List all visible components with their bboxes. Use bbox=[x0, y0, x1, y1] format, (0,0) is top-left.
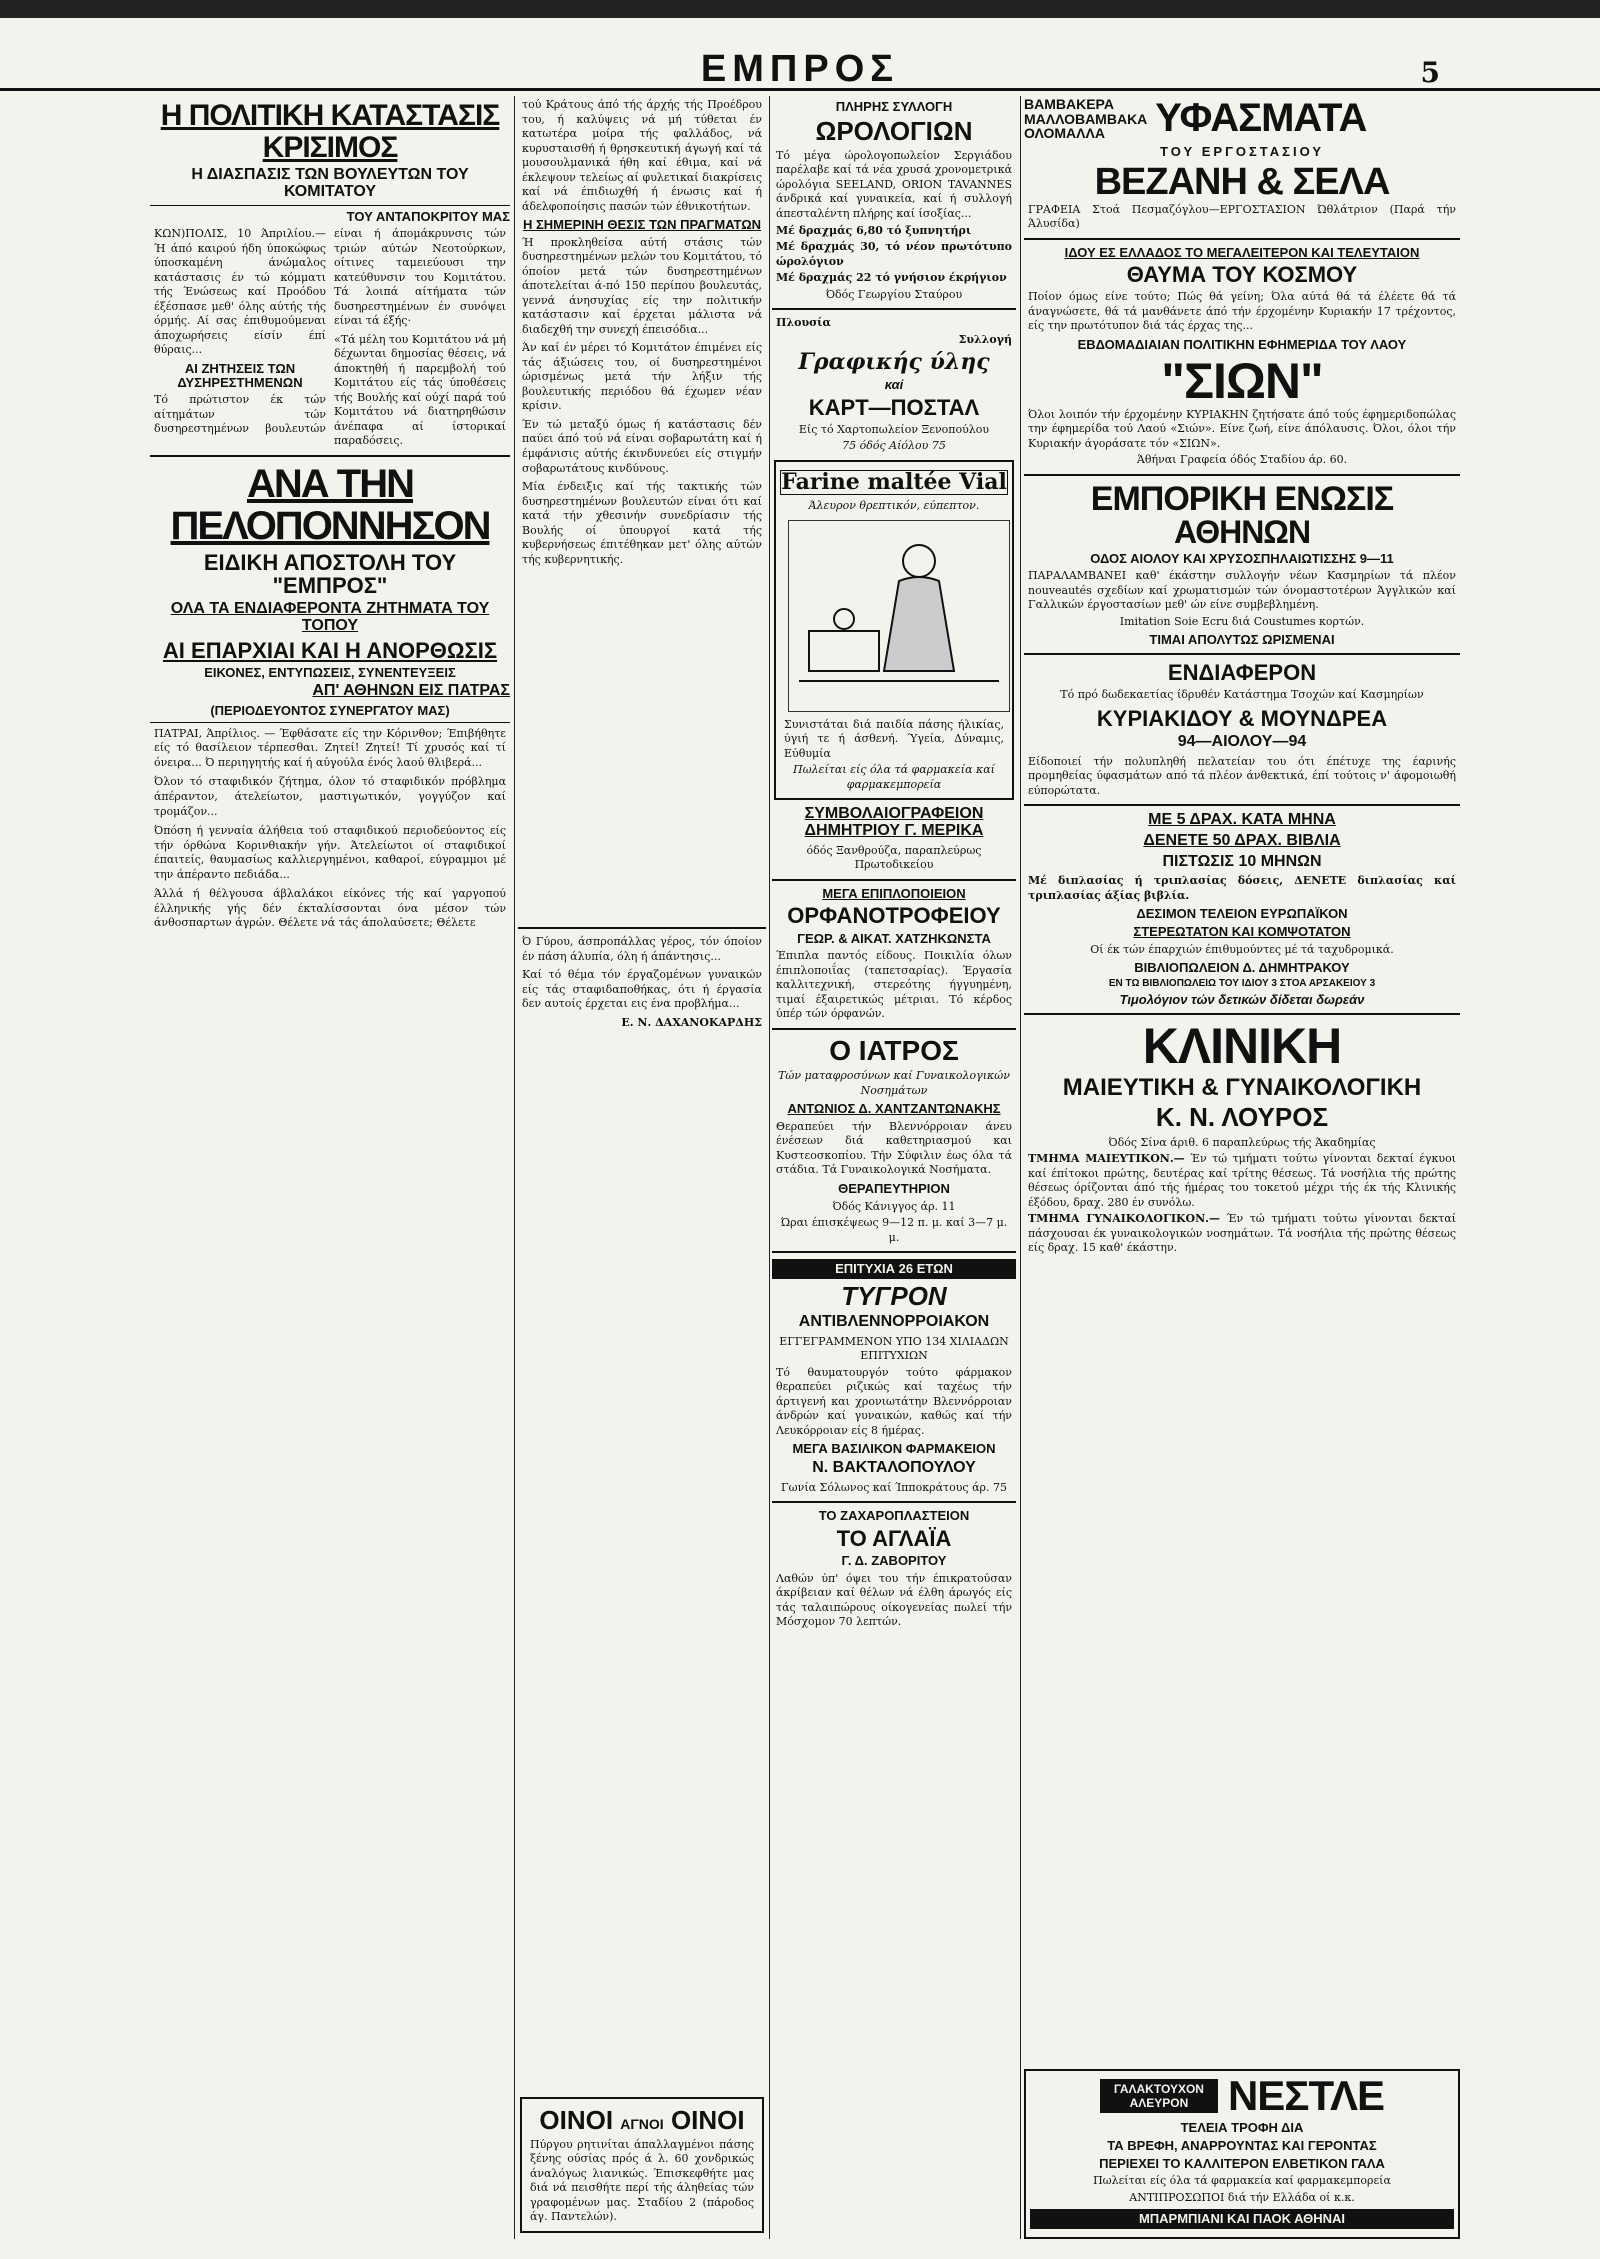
paragraph: Άν καί έν μέρει τό Κομιτάτον έπιμένει είς τάς άξιώσεις του, οί δυσηρεστημένοι ώρισμένως μετά τήν λήξιν τής βουλευτικής περιόδου θά έχωμεν νέαν κρίσιν. bbox=[522, 341, 762, 413]
column-ads-1 bbox=[772, 96, 1016, 2239]
ad-doctor-title: Ο ΙΑΤΡΟΣ bbox=[829, 1034, 959, 1066]
subhead-current-state: Η ΣΗΜΕΡΙΝΗ ΘΕΣΙΣ ΤΩΝ ΠΡΑΓΜΑΤΩΝ bbox=[522, 217, 762, 233]
divider bbox=[150, 722, 510, 723]
ad-pharmacy-address: Γωνία Σόλωνος καί Ίπποκράτους άρ. 75 bbox=[781, 1480, 1007, 1494]
subhead-issues: ΟΛΑ ΤΑ ΕΝΔΙΑΦΕΡΟΝΤΑ ΖΗΤΗΜΑΤΑ ΤΟΥ ΤΟΠΟΥ bbox=[170, 600, 490, 634]
ad-nestle-line2: ΠΕΡΙΕΧΕΙ ΤΟ ΚΑΛΛΙΤΕΡΟΝ ΕΛΒΕΤΙΚΟΝ ΓΑΛΑ bbox=[1099, 2155, 1385, 2171]
ad-commercial-union-prices: ΤΙΜΑΙ ΑΠΟΛΥΤΩΣ ΩΡΙΣΜΕΝΑΙ bbox=[1149, 632, 1335, 648]
paragraph: Όπόση ή γενναία άλήθεια τού σταφιδικού περιοδεύοντος είς τήν όρθώνα Κορινθιακήν γήν. Άτελείωτοι οί σταφιδικοί έπαιτείς, θαυμασίως καλλιεργημένοι, καθαροί, εύγραμμοι μέ την άπέραντο πεδιάδα... bbox=[154, 824, 506, 881]
ad-books-credit: ΠΙΣΤΩΣΙΣ 10 ΜΗΝΩΝ bbox=[1162, 852, 1322, 870]
column-politics-cont bbox=[518, 96, 766, 2239]
ad-pharmacy-name: Ν. ΒΑΚΤΑΛΟΠΟΥΛΟΥ bbox=[812, 1459, 976, 1477]
ad-nestle-line: ΤΑ ΒΡΕΦΗ, ΑΝΑΡΡΟΥΝΤΑΣ ΚΑΙ ΓΕΡΟΝΤΑΣ bbox=[1107, 2138, 1377, 2154]
subhead-demands: ΑΙ ΖΗΤΗΣΕΙΣ ΤΩΝ ΔΥΣΗΡΕΣΤΗΜΕΝΩΝ bbox=[177, 360, 303, 390]
ad-nestle bbox=[1024, 2069, 1460, 2239]
ad-books-sub: ΔΕΝΕΤΕ 50 ΔΡΑΧ. ΒΙΒΛΙΑ bbox=[1143, 831, 1341, 849]
ad-doctor-text: Θεραπεύει τήν Βλεννόρροιαν άνευ ένέσεων διά καθετηριασμού και Κυστεοσκοπίου. Τήν Σύφιλιν έως όλα τά στάδια. Τά Γυναικολογικά Νοσήματα. bbox=[776, 1119, 1012, 1177]
divider bbox=[150, 455, 510, 457]
ad-clinic-dept bbox=[1028, 1212, 1456, 1256]
ad-fabrics-address: ΓΡΑΦΕΙΑ Στοά Πεσμαζόγλου—ΕΡΓΟΣΤΑΣΙΟΝ Ώθλάτριον (Παρά τήν Άλυσίδα) bbox=[1028, 202, 1456, 231]
ad-fabrics-line: ΜΑΛΛΟΒΑΜΒΑΚΑ bbox=[1024, 110, 1148, 127]
article-body-patras bbox=[154, 727, 506, 931]
byline-traveling: (ΠΕΡΙΟΔΕΥΟΝΤΟΣ ΣΥΝΕΡΓΑΤΟΥ ΜΑΣ) bbox=[210, 703, 450, 719]
ad-fabrics-header bbox=[1024, 96, 1460, 141]
signature: Ε. Ν. ΔΑΧΑΝΟΚΑΡΔΗΣ bbox=[621, 1015, 762, 1029]
ad-books-text: Μέ διπλασίας ή τριπλασίας δόσεις, ΔΕΝΕΤΕ διπλασίας καί τριπλασίας άξίας βιβλία. bbox=[1028, 874, 1456, 902]
subhead-images: ΕΙΚΟΝΕΣ, ΕΝΤΥΠΩΣΕΙΣ, ΣΥΝΕΝΤΕΥΞΕΙΣ bbox=[204, 664, 456, 680]
ad-wonder-title: ΘΑΥΜΑ ΤΟΥ ΚΟΣΜΟΥ bbox=[1126, 262, 1358, 288]
ad-fabrics-brand: ΒΕΖΑΝΗ & ΣΕΛΑ bbox=[1094, 160, 1390, 203]
ad-confectionery-sub: Γ. Δ. ΖΑΒΟΡΙΤΟΥ bbox=[841, 1553, 947, 1569]
ad-stationery-place: Πλουσία bbox=[776, 316, 831, 330]
ad-title-word: ΟΙΝΟΙ bbox=[670, 2104, 745, 2135]
ad-farine-title: Farine maltée Vial bbox=[781, 468, 1007, 495]
ad-books-title: ΜΕ 5 ΔΡΑΧ. ΚΑΤΑ ΜΗΝΑ bbox=[1148, 811, 1336, 829]
ad-clinic-name: Κ. Ν. ΛΟΥΡΟΣ bbox=[1155, 1102, 1329, 1133]
ad-text: Πύργου ρητινίται άπαλλαγμένοι πάσης ξένης ούσίας πρός ά λ. 60 χονδρικώς άναλόγως λιανικώς. Έπισκεφθήτε μας διά νά πεισθήτε περί τής άληθείας τών γραφομένων μας. Σταδίου 2 (πάροδος άγ. Παντελών). bbox=[530, 2137, 754, 2224]
ad-clinic-title: ΚΛΙΝΙΚΗ bbox=[1142, 1018, 1342, 1075]
ad-clinic-sub: ΜΑΙΕΥΤΙΚΗ & ΓΥΝΑΙΚΟΛΟΓΙΚΗ bbox=[1062, 1074, 1422, 1102]
ad-books-line: ΔΕΣΙΜΟΝ ΤΕΛΕΙΟΝ ΕΥΡΩΠΑΪΚΟΝ bbox=[1136, 906, 1348, 922]
ad-wines bbox=[520, 2097, 764, 2233]
divider bbox=[772, 1251, 1016, 1253]
ad-confectionery-title: ΤΟ ΑΓΛΑΪΑ bbox=[836, 1526, 952, 1551]
divider bbox=[772, 1028, 1016, 1030]
headline-peloponnese: ΑΝΑ ΤΗΝ ΠΕΛΟΠΟΝΝΗΣΟΝ bbox=[170, 461, 490, 548]
ad-wonder-weekly: ΕΒΔΟΜΑΔΙΑΙΑΝ ΠΟΛΙΤΙΚΗΝ ΕΦΗΜΕΡΙΔΑ ΤΟΥ ΛΑΟΥ bbox=[1077, 336, 1407, 352]
headline-political-crisis: Η ΠΟΛΙΤΙΚΗ ΚΑΤΑΣΤΑΣΙΣ ΚΡΙΣΙΜΟΣ bbox=[160, 99, 500, 164]
article-body bbox=[154, 227, 506, 449]
paragraph: Μία ένδειξις καί τής τακτικής τών δυσηρεστημένων βουλευτών είναι ότι καί κατά τήν χθεσινήν συνεδρίασιν τής Βουλής οί ύπουργοί κατά τής κυβερνήσεως έπιτέθηκαν μετ' όλης αύτών τής κυβερνητικής. bbox=[522, 480, 762, 566]
ad-clocks-top: ΠΛΗΡΗΣ ΣΥΛΛΟΓΗ bbox=[835, 99, 953, 114]
ad-title-mid: ΑΓΝΟΙ bbox=[620, 2115, 664, 2132]
ad-fabrics-line: ΒΑΜΒΑΚΕΡΑ bbox=[1024, 96, 1114, 112]
ad-farine-sub: Άλευρον θρεπτικόν, εύπεπτον. bbox=[808, 499, 980, 513]
ad-clinic-dept-text: Έν τώ τμήματι τούτω γίνονται δεκταί έγκυοι καί έπίτοκοι πρώτης, δευτέρας καί τρίτης θέσεως. Τά νοσήλια τής πρώτης θέσεως όρίζονται άπό τής ήμέρας του τοκετού μέχρι τής έκ τής Κλινικής έξόδου, δραχ. 280 έν συνόλω. bbox=[1028, 1152, 1456, 1209]
ad-wonder-name: "ΣΙΩΝ" bbox=[1161, 352, 1323, 409]
ad-clinic-dept-label: ΤΜΗΜΑ ΜΑΙΕΥΤΙΚΟΝ.— bbox=[1028, 1152, 1185, 1166]
ad-stationery-text: Είς τό Χαρτοπωλείον Ξενοπούλου bbox=[798, 422, 990, 436]
ad-notary-text: όδός Ξανθρούζα, παραπλεύρως Πρωτοδικείου bbox=[806, 843, 982, 872]
divider bbox=[518, 927, 766, 929]
ad-nestle-agent2: ΜΠΑΡΜΠΙΑΝΙ ΚΑΙ ΠΑΟΚ ΑΘΗΝΑΙ bbox=[1030, 2209, 1454, 2229]
divider bbox=[772, 879, 1016, 881]
ad-books-catalog: Τιμολόγιον τών δετικών δίδεται δωρεάν bbox=[1119, 992, 1365, 1008]
divider bbox=[772, 308, 1016, 310]
ad-books-line3: Οί έκ τών έπαρχιών έπιθυμούντες μέ τά ταχυδρομικά. bbox=[1090, 942, 1394, 956]
ad-commercial-union-city: ΑΘΗΝΩΝ bbox=[1173, 513, 1311, 550]
ad-clocks-price: Μέ δραχμάς 22 τό γνήσιον έκρήγιον bbox=[776, 271, 1007, 285]
ad-confectionery-top: ΤΟ ΖΑΧΑΡΟΠΛΑΣΤΕΙΟΝ bbox=[818, 1508, 970, 1524]
divider bbox=[1024, 804, 1460, 806]
divider bbox=[1024, 653, 1460, 655]
ad-tygron-sub: ΑΝΤΙΒΛΕΝΝΟΡΡΟΙΑΚΟΝ bbox=[798, 1313, 990, 1330]
paragraph: Τό πρώτιστον έκ τών αίτημάτων τών δυσηρεστημένων βουλευτών είναι ή άπομάκρυνσις τών τριών αύτών Νεοτούρκων, οίτινες ταμειεύουσι την κατεύθυνσιν του Κομιτάτου. Τά λοιπά αίτήματα τών δυσηρεστημένων έν συνόψει είναι τά έξής· bbox=[154, 227, 506, 436]
divider bbox=[1024, 474, 1460, 476]
ad-books-address: ΕΝ ΤΩ ΒΙΒΛΙΟΠΩΛΕΙΩ ΤΟΥ ΙΔΙΟΥ 3 ΣΤΟΑ ΑΡΣΑΚΕΙΟΥ 3 bbox=[1108, 977, 1376, 989]
column-rule bbox=[769, 96, 770, 2239]
masthead-title: ΕΜΠΡΟΣ bbox=[700, 48, 900, 90]
ad-pharmacy-top: ΜΕΓΑ ΒΑΣΙΛΙΚΟΝ ΦΑΡΜΑΚΕΙΟΝ bbox=[792, 1441, 996, 1457]
column-ads-3 bbox=[1024, 96, 1460, 2239]
ad-tygron-title: ΤΥΓΡΟΝ bbox=[841, 1280, 947, 1311]
ad-nestle-top: ΓΑΛΑΚΤΟΥΧΟΝ ΑΛΕΥΡΟΝ bbox=[1100, 2079, 1218, 2113]
ad-wonder-top: ΙΔΟΥ ΕΣ ΕΛΛΑΔΟΣ ΤΟ ΜΕΓΑΛΕΙΤΕΡΟΝ ΚΑΙ ΤΕΛΕΥΤΑΙΟΝ bbox=[1064, 244, 1420, 260]
ad-nestle-brand: ΝΕΣΤΛΕ bbox=[1227, 2072, 1385, 2120]
ad-tygron-note: ΕΓΓΕΓΡΑΜΜΕΝΟΝ ΥΠΟ 134 ΧΙΛΙΑΔΩΝ ΕΠΙΤΥΧΙΩΝ bbox=[779, 1334, 1009, 1363]
ad-stationery-title2: ΚΑΡΤ—ΠΟΣΤΑΛ bbox=[808, 394, 980, 420]
ad-fabrics-line: ΟΛΟΜΑΛΛΑ bbox=[1024, 125, 1105, 142]
masthead bbox=[0, 0, 1600, 91]
ad-doctor-hours: Ώραι έπισκέψεως 9—12 π. μ. καί 3—7 μ. μ. bbox=[780, 1216, 1008, 1244]
ad-books-line2: ΣΤΕΡΕΩΤΑΤΟΝ ΚΑΙ ΚΟΜΨΟΤΑΤΟΝ bbox=[1133, 924, 1351, 940]
ad-farine-text: Συνιστάται διά παιδία πάσης ήλικίας, ύγιή τε ή άσθενή. Ύγεία, Δύναμις, Εύθυμία bbox=[784, 717, 1004, 760]
ad-nestle-header bbox=[1030, 2072, 1454, 2120]
ad-interest-text: Τό πρό δωδεκαετίας ίδρυθέν Κατάστημα Τσοχών καί Κασμηρίων bbox=[1060, 688, 1424, 702]
ad-stationery-and: καί bbox=[884, 377, 904, 393]
paragraph: «Τά μέλη του Κομιτάτου νά μή δέχωνται δημοσίας θέσεις, νά άποκτηθή ή παρεμβολή τού Κομιτάτου είς τάς ύποθέσεις τής Βουλής καί ούχί παρά τού Κομιτάτου νά διατηρηθώσιν άνέπαφα αί ίστορικαί παραδόσεις. bbox=[334, 332, 506, 448]
paragraph: ΚΩΝ)ΠΟΛΙΣ, 10 Άπριλίου.— Ή άπό καιρού ήδη ύποκώφως ύποσκαμένη άνώμαλος κατάστασις έν τώ κόμματι τής Ένώσεως καί Προόδου έξέσπασε μεθ' όλης αύτής τής όρμής. Αί σας έπιθυμούμεναι άποχωρήσεις είσίν έπί θύραις... bbox=[154, 227, 326, 357]
top-rule bbox=[0, 0, 1600, 18]
ad-interest-text2: Είδοποιεί τήν πολυπληθή πελατείαν του ότι έπέτυχε της έαρινής προμηθείας ύφασμάτων από τά πλέον άνθεκτικά, έπί τούτοις ν' άφομοιωθή εύπορώτατα. bbox=[1028, 754, 1456, 797]
ad-clocks-address: Όδός Γεωργίου Σταύρου bbox=[825, 287, 963, 301]
ad-clocks-price: Μέ δραχμάς 6,80 τό ξυπνητήρι bbox=[776, 223, 972, 237]
column-politics bbox=[150, 96, 510, 2239]
subhead-mission: ΕΙΔΙΚΗ ΑΠΟΣΤΟΛΗ ΤΟΥ "ΕΜΠΡΟΣ" bbox=[203, 549, 457, 599]
divider bbox=[1024, 1013, 1460, 1015]
ad-tygron-top: ΕΠΙΤΥΧΙΑ 26 ΕΤΩΝ bbox=[772, 1259, 1016, 1279]
ad-commercial-union-title: ΕΜΠΟΡΙΚΗ ΕΝΩΣΙΣ bbox=[1090, 479, 1394, 518]
ad-confectionery-text: Λαθών ύπ' όψει του τήν έπικρατούσαν άκρίβειαν καί θέλων νά έλθη άρωγός είς τάς ταλαιπώρους οίκογενείας πωλεί τήν Μόσχομον 70 λεπτών. bbox=[776, 1571, 1012, 1629]
ad-furniture-top: ΜΕΓΑ ΕΠΙΠΛΟΠΟΙΕΙΟΝ bbox=[822, 885, 966, 901]
subhead-provinces: ΑΙ ΕΠΑΡΧΙΑΙ ΚΑΙ Η ΑΝΟΡΘΩΣΙΣ bbox=[162, 637, 498, 663]
paragraph: Άλλά ή θέλγουσα άβλαλάκοι είκόνες τής καί γαργοπού έλληνικής γής δέν έκταλίσσονται όνα μέσον τών άνθοσπαρτων άγρών. Θέλετε νά τάς άπολαύσετε; Θέλετε bbox=[154, 887, 506, 930]
ad-clocks-price: Μέ δραχμάς 30, τό νέον πρωτότυπο ώρολόγιον bbox=[776, 240, 1012, 268]
ad-nestle-line3: Πωλείται είς όλα τά φαρμακεία καί φαρμακεμπορεία bbox=[1093, 2174, 1391, 2188]
page-number: 5 bbox=[1420, 56, 1440, 89]
column-rule bbox=[1020, 96, 1021, 2239]
ad-commercial-union-text2: Imitation Soie Ecru διά Coustumes κορτών. bbox=[1119, 614, 1365, 628]
subhead-split: Η ΔΙΑΣΠΑΣΙΣ ΤΩΝ ΒΟΥΛΕΥΤΩΝ ΤΟΥ ΚΟΜΙΤΑΤΟΥ bbox=[191, 166, 469, 200]
paragraph: Ή προκληθείσα αύτή στάσις τών δυσηρεστημένων μελών του Κομιτάτου, τό όποίον μετά τών δυσηρεστημένων άποτελείται ά-πό 150 περίπου βουλευτάς, γεννά άνησυχίας είς την πολιτικήν κατάστασιν καί έρχεται μάλιστα νά διαδεχθή την συνεχή έπεισόδια... bbox=[522, 235, 762, 336]
ad-commercial-union-text: ΠΑΡΑΛΑΜΒΑΝΕΙ καθ' έκάστην συλλογήν νέων Κασμηρίων τά πλέον nouveautés σχεδίων καί χρωματισμών τών όνομαστοτέρων Άγγλικών καί Γαλλικών έργοστασίων μεθ' ών είνε συμβεβλημένη. bbox=[1028, 569, 1456, 612]
paragraph: Καί τό θέμα τόν έργαζομένων γυναικών είς τάς σταφιδαποθήκας, ότι ή έργασία δεν αυτοίς έρχεται εις ένα προβλήμα... bbox=[522, 968, 762, 1011]
ad-clocks-title: ΩΡΟΛΟΓΙΩΝ bbox=[815, 115, 973, 146]
ad-interest-name: ΚΥΡΙΑΚΙΔΟΥ & ΜΟΥΝΔΡΕΑ bbox=[1096, 705, 1388, 731]
column-rule bbox=[514, 96, 515, 2239]
ad-fabrics-sub: ΤΟΥ ΕΡΓΟΣΤΑΣΙΟΥ bbox=[1159, 144, 1324, 159]
ad-furniture-sub: ΓΕΩΡ. & ΑΙΚΑΤ. ΧΑΤΖΗΚΩΝΣΤΑ bbox=[797, 930, 991, 946]
ad-nestle-agent: ΑΝΤΙΠΡΟΣΩΠΟΙ διά τήν Ελλάδα οί κ.κ. bbox=[1129, 2190, 1355, 2204]
ad-books-shop: ΒΙΒΛΙΟΠΩΛΕΙΟΝ Δ. ΔΗΜΗΤΡΑΚΟΥ bbox=[1134, 960, 1350, 976]
paragraph: Έν τώ μεταξύ όμως ή κατάστασις δέν παύει άπό τού νά είναι σοβαρωτάτη καί ή έμφάνισις αύτής έκινδυνεύει είς στιγμήν σοβαρωτάτους κινδύνους. bbox=[522, 417, 762, 475]
paragraph: ΠΑΤΡΑΙ, Άπρίλιος. — Έφθάσατε είς την Κόρινθον; Έπιβήθητε είς τό θασίλειον τέρπεσθαι. Ζητεί! Ζητεί! Τί χρυσός καί τί όνειρα... Ό περιηγητής καί ή αύγούλα ένός λαού θλιβερά... bbox=[154, 726, 506, 769]
ad-notary-title: ΣΥΜΒΟΛΑΙΟΓΡΑΦΕΙΟΝ ΔΗΜΗΤΡΙΟΥ Γ. ΜΕΡΙΚΑ bbox=[804, 805, 984, 839]
ad-clinic-address: Όδός Σίνα άριθ. 6 παραπλεύρως τής Άκαδημίας bbox=[1108, 1135, 1376, 1149]
ad-wonder-text: Ποίον όμως είνε τούτο; Πώς θά γείνη; Όλα αύτά θά τά έλέετε θά τά άναγνώσετε, θά τά μανθάνετε άπό τήν έρχομένην Κυριακήν 17 τρέχοντος, είς την πρωτότυπον διά τάς έρχας της... bbox=[1028, 290, 1456, 333]
ad-stationery-address: 75 όδός Αίόλου 75 bbox=[842, 439, 946, 453]
byline: ΤΟΥ ΑΝΤΑΠΟΚΡΙΤΟΥ ΜΑΣ bbox=[346, 208, 510, 224]
article-body bbox=[522, 236, 762, 567]
ad-clinic-dept-label: ΤΜΗΜΑ ΓΥΝΑΙΚΟΛΟΓΙΚΟΝ.— bbox=[1028, 1212, 1220, 1226]
ad-stationery-title: Γραφικής ύλης bbox=[798, 349, 990, 376]
ad-title bbox=[526, 2104, 758, 2135]
divider bbox=[1024, 238, 1460, 240]
ad-clinic-dept-text: Έν τώ τμήματι τούτω γίνονται δεκταί πάσχουσαι έκ γυναικολογικών νοσημάτων. Τά νοσήλια τής πρώτης θέσεως είς δραχ. 15 καθ' έκάστην. bbox=[1028, 1212, 1456, 1255]
paragraph: Ό Γύρου, άσπροπάλλας γέρος, τόν όποίον έν πάση άλυπία, όλη ή άπάντησις... bbox=[522, 935, 762, 963]
ad-fabrics-title: ΥΦΑΣΜΑΤΑ bbox=[1155, 96, 1367, 140]
ad-doctor-address: Όδός Κάνιγγος άρ. 11 bbox=[832, 1199, 956, 1213]
ad-fabrics-types bbox=[1024, 97, 1147, 141]
ad-clocks-text: Τό μέγα ώρολογοπωλείον Σεργιάδου παρέλαβε καί τά νέα χρυσά χρονομετρικά ώρολόγια SEELAND, ORION TAVANNES άνδρικά καί γυναικεία, καί ή συλλογή άπεσταλέντη πλήρης καί ίσοξίας... bbox=[776, 148, 1012, 220]
paragraph: Όλον τό σταφιδικόν ζήτημα, όλον τό σταφιδικόν πρόβλημα άπέραντον, άτελείωτον, μαστιγωτικόν, γογγύζον καί τρομάζον... bbox=[154, 775, 506, 818]
ad-doctor-sub: Τών ματαφροσύνων καί Γυναικολογικών Νοσημάτων bbox=[778, 1069, 1010, 1097]
ad-tygron-text: Τό θαυματουργόν τούτο φάρμακον θεραπεύει ριζικώς καί ταχέως τήν άρτιγενή και χρονιωτάτην Βλεννόρροιαν άνδρών καί γυναικών, καθώς καί τήν Λευκόρροιαν είς 8 ήμέρας. bbox=[776, 1365, 1012, 1437]
ad-stationery-sub: Συλλογή bbox=[958, 332, 1012, 346]
ad-farine bbox=[774, 460, 1014, 800]
ad-clinic-dept bbox=[1028, 1152, 1456, 1210]
ad-doctor-name: ΑΝΤΩΝΙΟΣ Δ. ΧΑΝΤΖΑΝΤΩΝΑΚΗΣ bbox=[787, 1101, 1001, 1117]
ad-furniture-title: ΟΡΦΑΝΟΤΡΟΦΕΙΟΥ bbox=[787, 903, 1001, 929]
subhead-route: ΑΠ' ΑΘΗΝΩΝ ΕΙΣ ΠΑΤΡΑΣ bbox=[312, 682, 510, 700]
article-body bbox=[522, 98, 762, 214]
ad-interest-address: 94—ΑΙΟΛΟΥ—94 bbox=[1177, 732, 1307, 750]
ad-wonder-text2: Όλοι λοιπόν τήν έρχομένην ΚΥΡΙΑΚΗΝ ζητήσατε άπό τούς έφημεριδοπώλας την έφημερίδα τού Λαού «Σιών». Είνε ζωή, είνε άπόλαυσις. Όλοι, όλοι τήν Κυριακήν άγοράσατε τόν «ΣΙΩΝ». bbox=[1028, 407, 1456, 450]
article-body-patras-cont bbox=[522, 935, 762, 1030]
ad-commercial-union-address: ΟΔΟΣ ΑΙΟΛΟΥ ΚΑΙ ΧΡΥΣΟΣΠΗΛΑΙΩΤΙΣΣΗΣ 9—11 bbox=[1090, 550, 1394, 566]
ad-wonder-address: Άθήναι Γραφεία όδός Σταδίου άρ. 60. bbox=[1136, 453, 1348, 467]
ad-furniture-text: Έπιπλα παντός είδους. Ποικιλία όλων έπιπλοποιΐας (ταπετσαρίας). Έργασία καλλιτεχνική, στερεότης ήγγυημένη, τιμαί έξαιρετικώς μέτριαι. Τό κέρδος ύπέρ τών όρφανών. bbox=[776, 949, 1012, 1021]
ad-title-word: ΟΙΝΟΙ bbox=[539, 2104, 614, 2135]
divider bbox=[772, 1501, 1016, 1503]
mother-child-illustration bbox=[788, 520, 1010, 712]
divider bbox=[150, 205, 510, 206]
ad-interest-title: ΕΝΔΙΑΦΕΡΟΝ bbox=[1167, 660, 1317, 685]
paragraph: τού Κράτους άπό τής άρχής τής Προέδρου του, ή καλύψεις νά μή τύθεται έν κατωτέρα μοίρα τής φαλλάδος, νά κυρυσταισθή ή θρησκευτική άγωγή καί τά μουσουλμανικά ήθη καί έθιμα, καί νά έκλεψουν τελείως αί φυλετικαί διακρίσεις καί νά έπιδιωχθή ή ένωσις καί ή άδελφοποίησις πασών τών έθνικοτήτων. bbox=[522, 98, 762, 213]
ad-doctor-clinic: ΘΕΡΑΠΕΥΤΗΡΙΟΝ bbox=[838, 1180, 950, 1196]
ad-nestle-sub: ΤΕΛΕΙΑ ΤΡΟΦΗ ΔΙΑ bbox=[1180, 2120, 1304, 2136]
ad-farine-foot: Πωλείται είς όλα τά φαρμακεία καί φαρμακεμπορεία bbox=[793, 763, 995, 791]
